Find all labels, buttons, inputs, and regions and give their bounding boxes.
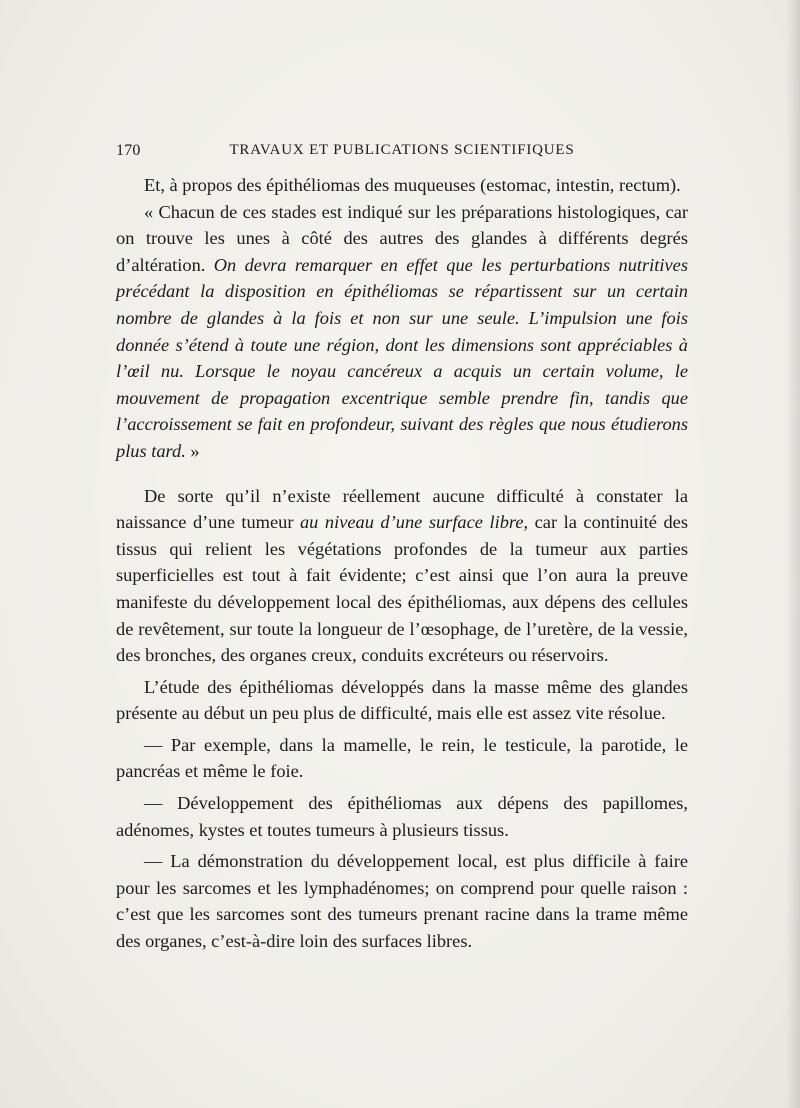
quotation-italic-text: On devra remarquer en effet que les perturbations nutritives précédant la disposition en épithéliomas se répartissent sur un certain nombre de glandes à la fois et non sur une seule. L’impulsion une fois donnée s’étend à toute une région, dont les dimensions sont appréciables à l’œil nu. Lorsque le noyau cancéreux a acquis un certain volume, le mouvement de propagation excentrique semble prendre fin, tandis que l’accroissement se fait en profondeur, suivant des règles que nous étudierons plus tard. bbox=[116, 254, 688, 461]
paragraph-exemple bbox=[116, 732, 688, 785]
paragraph-glandes bbox=[116, 674, 688, 727]
paragraph-glandes-text: L’étude des épithéliomas développés dans la masse même des glandes présente au début un peu plus de difficulté, mais elle est assez vite résolue. bbox=[116, 676, 688, 724]
paragraph-demonstration bbox=[116, 848, 688, 954]
paragraph-developpement-text: — Développement des épithéliomas aux dépens des papillomes, adénomes, kystes et toutes tumeurs à plusieurs tissus. bbox=[116, 793, 688, 840]
page-header bbox=[116, 142, 688, 166]
quotation-roman-text: « Chacun de ces stades est indiqué sur les préparations histologiques, car on trouve les unes à côté des autres des glandes à différents degrés d’altération. bbox=[116, 201, 688, 275]
paragraph-intro bbox=[116, 172, 688, 199]
running-title: TRAVAUX ET PUBLICATIONS SCIENTIFIQUES bbox=[229, 142, 575, 158]
page-number: 170 bbox=[116, 142, 141, 159]
paragraph-surface-libre-before: De sorte qu’il n’existe réellement aucune difficulté à constater la naissance d’une tumeur bbox=[116, 485, 688, 533]
paragraph-surface-libre bbox=[116, 483, 688, 669]
paragraph-exemple-text: — Par exemple, dans la mamelle, le rein, le testicule, la parotide, le pancréas et même le foie. bbox=[116, 734, 688, 782]
paragraph-surface-libre-after: , car la continuité des tissus qui relient les végétations profondes de la tumeur aux parties superficielles est tout à fait évidente; c’est ainsi que l’on aura la preuve manifeste du développement local des épithéliomas, aux dépens des cellules de revêtement, sur toute la longueur de l’œsophage, de l’uretère, de la vessie, des bronches, des organes creux, conduits excréteurs ou réservoirs. bbox=[116, 512, 688, 666]
paragraph-intro-text: Et, à propos des épithéliomas des muqueuses (estomac, intestin, rectum). bbox=[144, 175, 681, 195]
body-text bbox=[116, 172, 688, 955]
paragraph-surface-libre-italic: au niveau d’une surface libre bbox=[299, 512, 524, 533]
quotation-close-mark: » bbox=[185, 440, 200, 461]
paragraph-quotation bbox=[116, 199, 688, 465]
paragraph-demonstration-text: — La démonstration du développement local, est plus difficile à faire pour les sarcomes et les lymphadénomes; on comprend pour quelle raison : c’est que les sarcomes sont des tumeurs prenant racine dans la trame même des organes, c’est-à-dire loin des surfaces libres. bbox=[116, 851, 688, 952]
paragraph-developpement bbox=[116, 790, 688, 843]
page-edge-shadow bbox=[786, 0, 800, 1108]
